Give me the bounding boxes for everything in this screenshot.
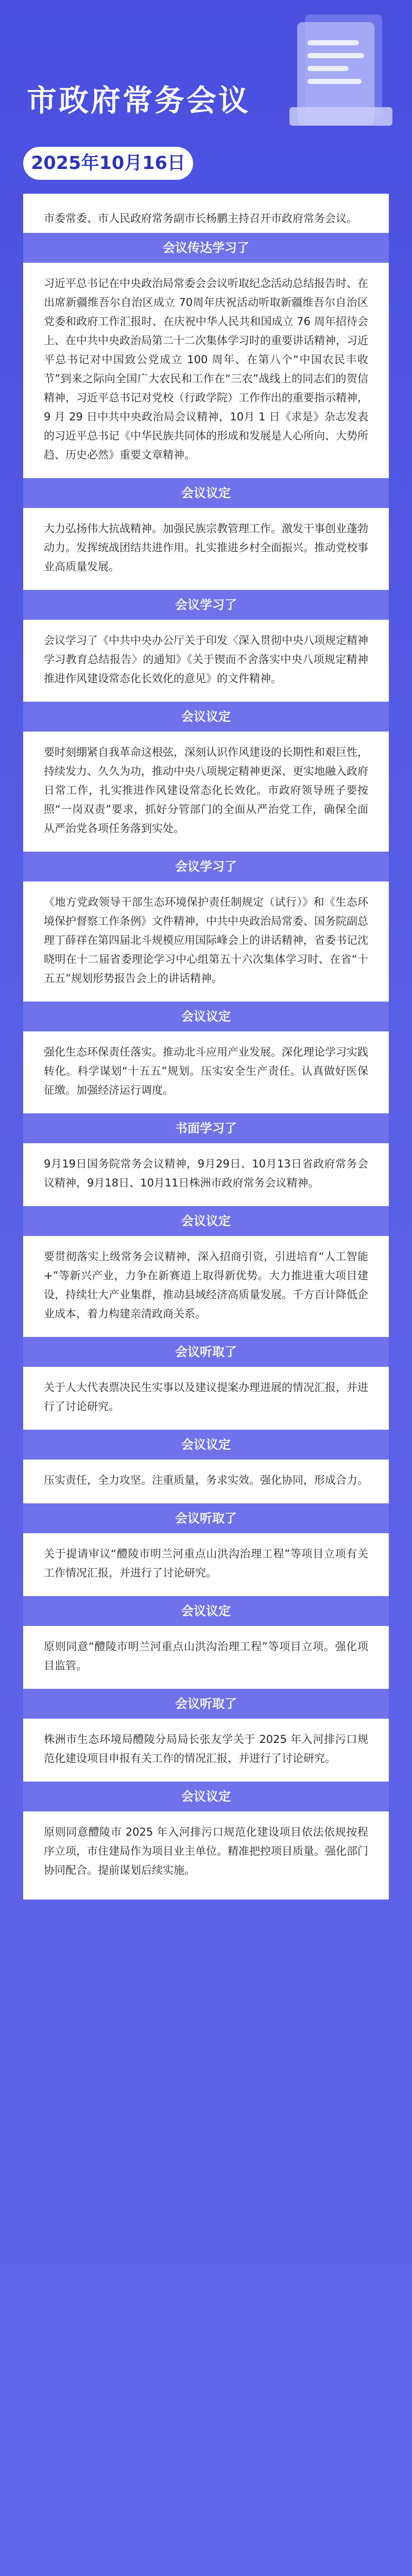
section-body: 《地方党政领导干部生态环境保护责任制规定（试行）》和《生态环境保护督察工作条例》文件精神，中共中央政治局常委、国务院副总理丁薛祥在第四届北斗规模应用国际峰会上的讲话精神，省委书记沈晓明在十二届省委理论学习中心组第五十六次集体学习时、在省“十五五”规划形势报告会上的讲话精神。 xyxy=(44,896,368,985)
content-card xyxy=(23,194,389,1900)
section-heading: 会议听取了 xyxy=(23,1689,389,1719)
section-body: 会议学习了《中共中央办公厅关于印发〈深入贯彻中央八项规定精神学习教育总结报告〉的通知》《关于锲而不舍落实中央八项规定精神 推进作风建设常态化长效化的意见》的文件精神。 xyxy=(44,634,368,685)
document-illustration-icon xyxy=(284,9,398,138)
section-body: 9月19日国务院常务会议精神，9月29日、10月13日省政府常务会议精神，9月18日、10月11日株洲市政府常务会议精神。 xyxy=(44,1158,368,1189)
section-body: 要贯彻落实上级常务会议精神，深入招商引资，引进培育“人工智能+”等新兴产业，力争在新赛道上取得新优势。大力推进重大项目建设，持续壮大产业集群，推动县域经济高质量发展。千方百计降低企业成本，着力构建亲清政商关系。 xyxy=(44,1250,368,1320)
section-body: 要时刻绷紧自我革命这根弦，深刻认识作风建设的长期性和艰巨性，持续发力、久久为功，推动中央八项规定精神更深、更实地融入政府日常工作，扎实推进作风建设常态化长效化。市政府领导班子要按照“一岗双责”要求，抓好分管部门的全面从严治党工作，确保全面从严治党各项任务落到实处。 xyxy=(44,746,368,835)
section-body: 习近平总书记在中央政治局常委会会议听取纪念活动总结报告时、在出席新疆维吾尔自治区成立 70周年庆祝活动听取新疆维吾尔自治区党委和政府工作汇报时、在庆祝中华人民共和国成立 76 周年招待会上、在中共中央政治局第二十二次集体学习时的重要讲话精神，习近平总书记对中国致公党成立 100 周年、在第八个“中国农民丰收节”到来之际向全国广大农民和工作在“三农”战线上的同志们的贺信精神，习近平总书记对党校（行政学院）工作作出的重要指示精神，9 月 29 日中共中央政治局会议精神，10月 1 日《求是》杂志发表的习近平总书记《中华民族共同体的形成和发展是人心所向、大势所趋、历史必然》重要文章精神。 xyxy=(44,277,368,461)
intro-text: 市委常委、市人民政府常务副市长杨鹏主持召开市政府常务会议。 xyxy=(44,212,357,225)
section-heading: 会议议定 xyxy=(23,1430,389,1460)
meeting-date: 2025年10月16日 xyxy=(23,147,193,180)
section-body: 株洲市生态环境局醴陵分局局长张友学关于 2025 年入河排污口规范化建设项目申报有关工作的情况汇报，并进行了讨论研究。 xyxy=(44,1733,368,1765)
section-body: 关于人大代表票决民生实事以及建议提案办理进展的情况汇报，并进行了讨论研究。 xyxy=(44,1381,368,1413)
section xyxy=(44,478,368,590)
header xyxy=(0,0,412,185)
section xyxy=(44,852,368,1002)
section-body: 关于提请审议“醴陵市明兰河重点山洪沟治理工程”等项目立项有关工作情况汇报，并进行了讨论研究。 xyxy=(44,1548,368,1579)
section-heading: 会议学习了 xyxy=(23,852,389,882)
section xyxy=(44,1113,368,1206)
section xyxy=(44,1337,368,1430)
section xyxy=(44,1782,368,1893)
section xyxy=(44,1206,368,1337)
section-heading: 会议议定 xyxy=(23,1002,389,1031)
section-heading: 会议议定 xyxy=(23,478,389,508)
section-body: 原则同意“醴陵市明兰河重点山洪沟治理工程”等项目立项。强化项目监管。 xyxy=(44,1640,368,1672)
section xyxy=(44,233,368,478)
section-body: 强化生态环保责任落实。推动北斗应用产业发展。深化理论学习实践转化。科学谋划“十五五”规划。压实安全生产责任。认真做好医保征缴。加强经济运行调度。 xyxy=(44,1046,368,1096)
section-heading: 会议听取了 xyxy=(23,1503,389,1533)
section xyxy=(44,1002,368,1113)
section xyxy=(44,1689,368,1782)
section-heading: 书面学习了 xyxy=(23,1113,389,1143)
section xyxy=(44,1430,368,1503)
section xyxy=(44,702,368,852)
page-title: 市政府常务会议 xyxy=(27,83,251,118)
section xyxy=(44,1596,368,1689)
section-body: 大力弘扬伟大抗战精神。加强民族宗教管理工作。激发干事创业蓬勃动力。发挥统战团结共进作用。扎实推进乡村全面振兴。推动党校事业高质量发展。 xyxy=(44,522,368,573)
section xyxy=(44,590,368,702)
section-heading: 会议听取了 xyxy=(23,1337,389,1367)
section-heading: 会议议定 xyxy=(23,1782,389,1811)
section-heading: 会议议定 xyxy=(23,702,389,732)
section xyxy=(44,1503,368,1596)
section-heading: 会议议定 xyxy=(23,1206,389,1236)
section-heading: 会议传达学习了 xyxy=(23,233,389,263)
section-heading: 会议议定 xyxy=(23,1596,389,1626)
section-body: 压实责任，全力攻坚。注重质量，务求实效。强化协同，形成合力。 xyxy=(44,1474,368,1486)
section-heading: 会议学习了 xyxy=(23,590,389,620)
section-body: 原则同意醴陵市 2025 年入河排污口规范化建设项目依法依规按程序立项，市住建局作为项目业主单位。精准把控项目质量。强化部门协同配合。提前谋划后续实施。 xyxy=(44,1826,368,1876)
